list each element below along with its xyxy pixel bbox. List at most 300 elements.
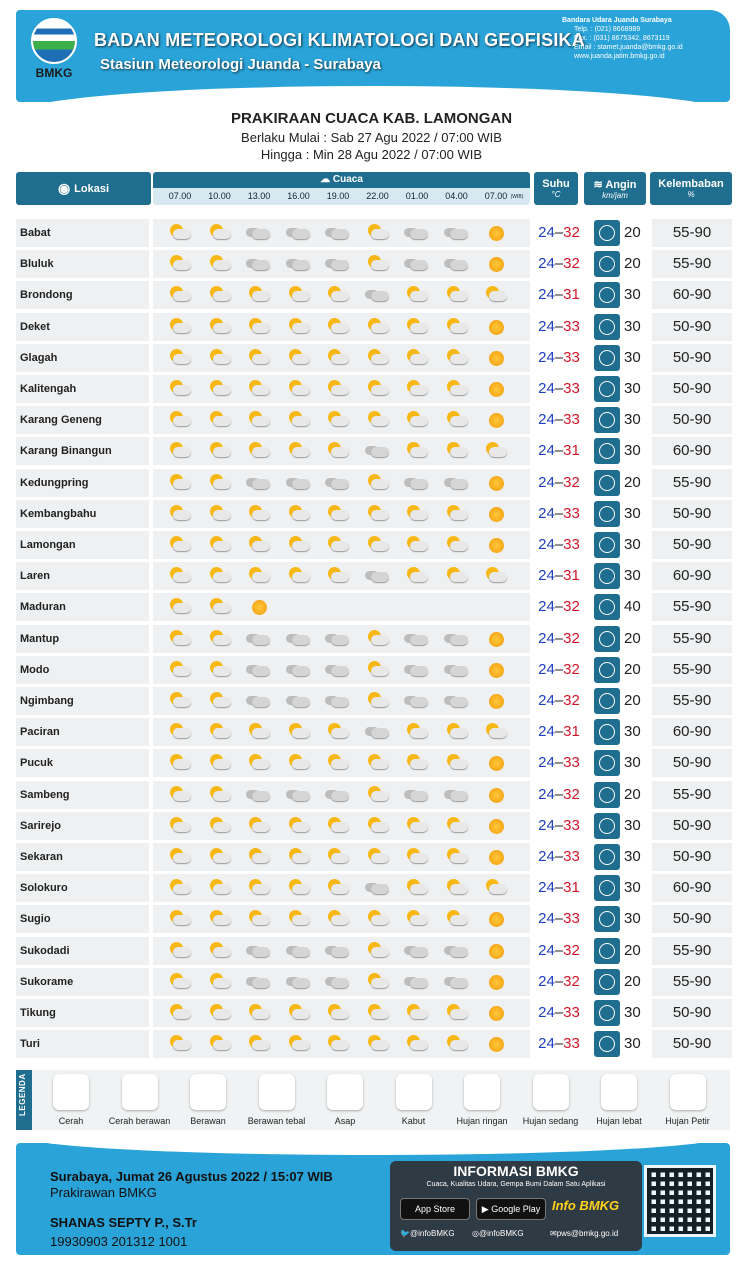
partly-cloudy-icon — [404, 910, 430, 928]
compass-icon — [594, 438, 620, 464]
hour-label: 13.00 — [247, 191, 271, 201]
wind: 30 — [592, 1030, 646, 1058]
weather-cells — [153, 375, 530, 403]
sunny-icon — [483, 349, 509, 367]
app-name: Info BMKG — [552, 1198, 620, 1213]
cloudy-icon — [246, 942, 272, 960]
partly-cloudy-icon — [167, 380, 193, 398]
compass-icon — [594, 750, 620, 776]
partly-cloudy-icon — [365, 786, 391, 804]
location-name: Karang Binangun — [16, 437, 149, 465]
sunny-icon — [53, 1074, 89, 1110]
partly-cloudy-icon — [444, 910, 470, 928]
location-name: Deket — [16, 313, 149, 341]
partly-cloudy-icon — [286, 411, 312, 429]
valid-to: Hingga : Min 28 Agu 2022 / 07:00 WIB — [260, 147, 483, 162]
partly-cloudy-icon — [286, 1035, 312, 1053]
partly-cloudy-icon — [286, 723, 312, 741]
partly-cloudy-icon — [286, 286, 312, 304]
humidity: 55-90 — [652, 219, 732, 247]
table-row — [16, 687, 732, 715]
humidity: 55-90 — [652, 687, 732, 715]
cloudy-icon — [286, 973, 312, 991]
compass-icon — [594, 345, 620, 371]
temperature: 24–33 — [534, 1030, 584, 1058]
partly-cloudy-icon — [167, 723, 193, 741]
partly-cloudy-icon — [167, 817, 193, 835]
sunny-icon — [483, 380, 509, 398]
partly-cloudy-icon — [207, 224, 233, 242]
heavy-rain-icon — [601, 1074, 637, 1110]
weather-cells — [153, 1030, 530, 1058]
appstore-button[interactable]: App Store — [400, 1198, 470, 1220]
partly-cloudy-icon — [325, 505, 351, 523]
table-row — [16, 812, 732, 840]
cloudy-icon — [404, 224, 430, 242]
partly-cloudy-icon — [167, 567, 193, 585]
weather-cells — [153, 344, 530, 372]
temperature: 24–33 — [534, 749, 584, 777]
partly-cloudy-icon — [167, 973, 193, 991]
legend-item: Berawan — [168, 1074, 248, 1126]
weather-cells — [153, 656, 530, 684]
table-row — [16, 469, 732, 497]
partly-cloudy-icon — [365, 224, 391, 242]
wind: 20 — [592, 937, 646, 965]
humidity: 50-90 — [652, 812, 732, 840]
cloudy-icon — [246, 474, 272, 492]
table-row — [16, 281, 732, 309]
location-name: Bluluk — [16, 250, 149, 278]
humidity: 55-90 — [652, 250, 732, 278]
partly-cloudy-icon — [365, 536, 391, 554]
cloudy-icon — [444, 474, 470, 492]
compass-icon — [594, 719, 620, 745]
hour-label: 10.00 — [208, 191, 231, 201]
wind: 30 — [592, 812, 646, 840]
partly-cloudy-icon — [286, 318, 312, 336]
partly-cloudy-icon — [325, 380, 351, 398]
cloudy-icon — [404, 942, 430, 960]
partly-cloudy-icon — [365, 661, 391, 679]
partly-cloudy-icon — [444, 442, 470, 460]
table-row — [16, 968, 732, 996]
wind: 20 — [592, 656, 646, 684]
partly-cloudy-icon — [365, 255, 391, 273]
partly-cloudy-icon — [365, 754, 391, 772]
compass-icon — [594, 875, 620, 901]
humidity: 60-90 — [652, 437, 732, 465]
thunderstorm-icon — [670, 1074, 706, 1110]
compass-icon — [594, 844, 620, 870]
col-lokasi: ◉ Lokasi — [16, 172, 151, 205]
compass-icon — [594, 813, 620, 839]
location-name: Brondong — [16, 281, 149, 309]
temperature: 24–31 — [534, 437, 584, 465]
cloudy-icon — [286, 786, 312, 804]
partly-cloudy-icon — [167, 1035, 193, 1053]
partly-cloudy-icon — [207, 973, 233, 991]
compass-icon — [594, 282, 620, 308]
wind: 30 — [592, 281, 646, 309]
partly-cloudy-icon — [325, 318, 351, 336]
cloudy-icon — [444, 630, 470, 648]
sunny-icon — [483, 536, 509, 554]
wind: 30 — [592, 437, 646, 465]
partly-cloudy-icon — [207, 692, 233, 710]
partly-cloudy-icon — [325, 879, 351, 897]
wind: 30 — [592, 406, 646, 434]
compass-icon — [594, 969, 620, 995]
partly-cloudy-icon — [444, 286, 470, 304]
wind: 20 — [592, 625, 646, 653]
partly-cloudy-icon — [404, 442, 430, 460]
partly-cloudy-icon — [207, 661, 233, 679]
hour-label: 16.00 — [287, 191, 310, 201]
partly-cloudy-icon — [365, 411, 391, 429]
cloudy-icon — [444, 661, 470, 679]
weather-cells — [153, 874, 530, 902]
humidity: 55-90 — [652, 469, 732, 497]
cloudy-icon — [246, 224, 272, 242]
partly-cloudy-icon — [167, 318, 193, 336]
partly-cloudy-icon — [325, 411, 351, 429]
humidity: 55-90 — [652, 625, 732, 653]
temperature: 24–32 — [534, 656, 584, 684]
org-name: BADAN METEOROLOGI KLIMATOLOGI DAN GEOFISIKA — [94, 30, 585, 50]
location-name: Kembangbahu — [16, 500, 149, 528]
page-title: PRAKIRAAN CUACA KAB. LAMONGAN — [230, 110, 513, 127]
partly-cloudy-icon — [207, 536, 233, 554]
table-row — [16, 531, 732, 559]
partly-cloudy-icon — [246, 723, 272, 741]
googleplay-button[interactable]: ▶ Google Play — [476, 1198, 546, 1220]
partly-cloudy-icon — [365, 1035, 391, 1053]
wind: 20 — [592, 781, 646, 809]
location-pin-icon: ◉ — [57, 180, 71, 196]
legend-item: Hujan Petir — [648, 1074, 728, 1126]
location-name: Modo — [16, 656, 149, 684]
weather-cells — [153, 812, 530, 840]
partly-cloudy-icon — [122, 1074, 158, 1110]
partly-cloudy-icon — [483, 286, 509, 304]
temperature: 24–33 — [534, 843, 584, 871]
location-name: Lamongan — [16, 531, 149, 559]
bmkg-logo: BMKG — [28, 18, 80, 88]
partly-cloudy-icon — [325, 349, 351, 367]
partly-cloudy-icon — [246, 1004, 272, 1022]
location-name: Kedungpring — [16, 469, 149, 497]
partly-cloudy-icon — [207, 630, 233, 648]
weather-cells — [153, 437, 530, 465]
partly-cloudy-icon — [167, 754, 193, 772]
temperature: 24–33 — [534, 406, 584, 434]
issued-date: Surabaya, Jumat 26 Agustus 2022 / 15:07 WIB — [50, 1169, 333, 1184]
sunny-icon — [483, 786, 509, 804]
humidity: 55-90 — [652, 593, 732, 621]
partly-cloudy-icon — [167, 630, 193, 648]
partly-cloudy-icon — [325, 286, 351, 304]
sunny-icon — [483, 1004, 509, 1022]
compass-icon — [594, 220, 620, 246]
partly-cloudy-icon — [404, 505, 430, 523]
forecaster-role: Prakirawan BMKG — [50, 1185, 157, 1200]
table-row — [16, 905, 732, 933]
sunny-icon — [483, 224, 509, 242]
location-name: Sugio — [16, 905, 149, 933]
humidity: 55-90 — [652, 656, 732, 684]
partly-cloudy-icon — [286, 349, 312, 367]
weather-cells — [153, 219, 530, 247]
col-kelembaban: Kelembaban % — [650, 172, 732, 205]
cloudy-icon — [444, 786, 470, 804]
partly-cloudy-icon — [246, 1035, 272, 1053]
col-angin: ≋ Angin km/jam — [584, 172, 646, 205]
partly-cloudy-icon — [167, 661, 193, 679]
table-row — [16, 781, 732, 809]
legend-item: Hujan ringan — [442, 1074, 522, 1126]
weather-cells — [153, 593, 530, 621]
wind: 30 — [592, 874, 646, 902]
cloudy-icon — [444, 942, 470, 960]
partly-cloudy-icon — [404, 349, 430, 367]
partly-cloudy-icon — [207, 286, 233, 304]
col-suhu: Suhu °C — [534, 172, 578, 205]
instagram-link[interactable]: ◎@infoBMKG — [472, 1229, 524, 1238]
cloudy-icon — [286, 692, 312, 710]
weather-icon: ☁ — [320, 174, 333, 185]
partly-cloudy-icon — [325, 910, 351, 928]
sunny-icon — [483, 817, 509, 835]
wind: 20 — [592, 469, 646, 497]
partly-cloudy-icon — [365, 318, 391, 336]
temperature: 24–33 — [534, 812, 584, 840]
table-row — [16, 749, 732, 777]
temperature: 24–32 — [534, 968, 584, 996]
partly-cloudy-icon — [207, 349, 233, 367]
hour-label: 19.00 — [326, 191, 350, 201]
partly-cloudy-icon — [167, 536, 193, 554]
cloudy-icon — [246, 692, 272, 710]
cloudy-icon — [286, 630, 312, 648]
cloudy-icon — [325, 224, 351, 242]
compass-icon — [594, 314, 620, 340]
weather-cells — [153, 999, 530, 1027]
table-row — [16, 937, 732, 965]
location-name: Maduran — [16, 593, 149, 621]
wind-icon: ≋ — [593, 178, 603, 191]
email-link[interactable]: ✉pws@bmkg.go.id — [550, 1229, 619, 1238]
partly-cloudy-icon — [444, 349, 470, 367]
partly-cloudy-icon — [404, 1004, 430, 1022]
partly-cloudy-icon — [207, 723, 233, 741]
col-cuaca: ☁ Cuaca 07.00 10.00 13.00 16.00 19.00 22.00 01.00 04.00 07.00 (WIB) — [153, 172, 530, 205]
wind: 40 — [592, 593, 646, 621]
humidity: 50-90 — [652, 500, 732, 528]
legend: LEGENDA Cerah Cerah berawan Berawan Berawan tebal Asap Kabut Hujan ringan Hujan sedang Hujan lebat Hujan Petir — [16, 1070, 730, 1130]
table-row — [16, 250, 732, 278]
table-row — [16, 874, 732, 902]
partly-cloudy-icon — [207, 255, 233, 273]
table-row — [16, 1030, 732, 1058]
wind: 30 — [592, 843, 646, 871]
partly-cloudy-icon — [167, 411, 193, 429]
partly-cloudy-icon — [286, 1004, 312, 1022]
partly-cloudy-icon — [167, 879, 193, 897]
weather-cells — [153, 469, 530, 497]
cloudy-icon — [365, 286, 391, 304]
partly-cloudy-icon — [286, 536, 312, 554]
temperature: 24–32 — [534, 219, 584, 247]
partly-cloudy-icon — [483, 567, 509, 585]
sunny-icon — [483, 1035, 509, 1053]
location-name: Glagah — [16, 344, 149, 372]
station-name: Stasiun Meteorologi Juanda - Surabaya — [100, 56, 381, 73]
temperature: 24–31 — [534, 874, 584, 902]
partly-cloudy-icon — [207, 786, 233, 804]
partly-cloudy-icon — [365, 692, 391, 710]
temperature: 24–31 — [534, 281, 584, 309]
humidity: 50-90 — [652, 375, 732, 403]
partly-cloudy-icon — [167, 848, 193, 866]
table-row — [16, 843, 732, 871]
sunny-icon — [483, 505, 509, 523]
sunny-icon — [483, 661, 509, 679]
partly-cloudy-icon — [444, 411, 470, 429]
humidity: 50-90 — [652, 406, 732, 434]
twitter-link[interactable]: 🐦@infoBMKG — [400, 1229, 455, 1238]
partly-cloudy-icon — [207, 910, 233, 928]
wind: 30 — [592, 562, 646, 590]
sunny-icon — [483, 754, 509, 772]
cloudy-icon — [286, 224, 312, 242]
forecaster-name: SHANAS SEPTY P., S.Tr — [50, 1215, 197, 1230]
humidity: 50-90 — [652, 905, 732, 933]
partly-cloudy-icon — [444, 1035, 470, 1053]
header-banner — [16, 10, 730, 102]
partly-cloudy-icon — [365, 630, 391, 648]
cloudy-icon — [404, 474, 430, 492]
partly-cloudy-icon — [167, 1004, 193, 1022]
wind: 20 — [592, 250, 646, 278]
wind: 30 — [592, 344, 646, 372]
partly-cloudy-icon — [207, 474, 233, 492]
partly-cloudy-icon — [444, 879, 470, 897]
cloudy-icon — [444, 224, 470, 242]
partly-cloudy-icon — [167, 505, 193, 523]
partly-cloudy-icon — [444, 754, 470, 772]
cloudy-icon — [404, 786, 430, 804]
partly-cloudy-icon — [207, 1004, 233, 1022]
hour-label: 07.00 — [484, 191, 508, 201]
cloudy-icon — [190, 1074, 226, 1110]
partly-cloudy-icon — [404, 754, 430, 772]
temperature: 24–32 — [534, 687, 584, 715]
partly-cloudy-icon — [365, 848, 391, 866]
humidity: 60-90 — [652, 281, 732, 309]
partly-cloudy-icon — [404, 848, 430, 866]
weather-cells — [153, 781, 530, 809]
cloudy-icon — [365, 879, 391, 897]
temperature: 24–32 — [534, 937, 584, 965]
location-name: Paciran — [16, 718, 149, 746]
location-name: Karang Geneng — [16, 406, 149, 434]
partly-cloudy-icon — [167, 692, 193, 710]
cloudy-icon — [444, 973, 470, 991]
cloudy-icon — [325, 630, 351, 648]
wind: 30 — [592, 749, 646, 777]
location-name: Sukodadi — [16, 937, 149, 965]
partly-cloudy-icon — [207, 318, 233, 336]
partly-cloudy-icon — [167, 224, 193, 242]
table-row — [16, 999, 732, 1027]
fog-icon — [396, 1074, 432, 1110]
wind: 30 — [592, 500, 646, 528]
forecaster-nip: 19930903 201312 1001 — [50, 1234, 188, 1249]
compass-icon — [594, 938, 620, 964]
hour-label: 01.00 — [405, 191, 429, 201]
weather-cells — [153, 531, 530, 559]
temperature: 24–32 — [534, 593, 584, 621]
partly-cloudy-icon — [286, 567, 312, 585]
partly-cloudy-icon — [325, 1035, 351, 1053]
qr-code[interactable] — [644, 1165, 716, 1237]
weather-cells — [153, 250, 530, 278]
overcast-icon — [259, 1074, 295, 1110]
partly-cloudy-icon — [444, 505, 470, 523]
sunny-icon — [483, 973, 509, 991]
location-name: Turi — [16, 1030, 149, 1058]
humidity: 50-90 — [652, 843, 732, 871]
play-icon: ▶ — [481, 1204, 492, 1214]
cloudy-icon — [325, 942, 351, 960]
partly-cloudy-icon — [246, 286, 272, 304]
temperature: 24–32 — [534, 625, 584, 653]
cloudy-icon — [325, 786, 351, 804]
table-row — [16, 406, 732, 434]
partly-cloudy-icon — [167, 349, 193, 367]
weather-cells — [153, 749, 530, 777]
cloudy-icon — [404, 255, 430, 273]
table-row — [16, 625, 732, 653]
humidity: 60-90 — [652, 562, 732, 590]
wind: 20 — [592, 687, 646, 715]
partly-cloudy-icon — [207, 411, 233, 429]
location-name: Kalitengah — [16, 375, 149, 403]
wind: 20 — [592, 219, 646, 247]
location-name: Tikung — [16, 999, 149, 1027]
partly-cloudy-icon — [167, 474, 193, 492]
partly-cloudy-icon — [286, 380, 312, 398]
sunny-icon — [483, 910, 509, 928]
partly-cloudy-icon — [365, 973, 391, 991]
weather-cells — [153, 905, 530, 933]
weather-cells — [153, 281, 530, 309]
partly-cloudy-icon — [246, 879, 272, 897]
partly-cloudy-icon — [404, 879, 430, 897]
compass-icon — [594, 376, 620, 402]
wind: 30 — [592, 905, 646, 933]
hour-label: 07.00 — [168, 191, 192, 201]
partly-cloudy-icon — [365, 910, 391, 928]
partly-cloudy-icon — [207, 442, 233, 460]
humidity: 50-90 — [652, 1030, 732, 1058]
temperature: 24–33 — [534, 999, 584, 1027]
legend-item: Cerah berawan — [100, 1074, 180, 1126]
cloudy-icon — [325, 692, 351, 710]
partly-cloudy-icon — [444, 817, 470, 835]
partly-cloudy-icon — [444, 723, 470, 741]
